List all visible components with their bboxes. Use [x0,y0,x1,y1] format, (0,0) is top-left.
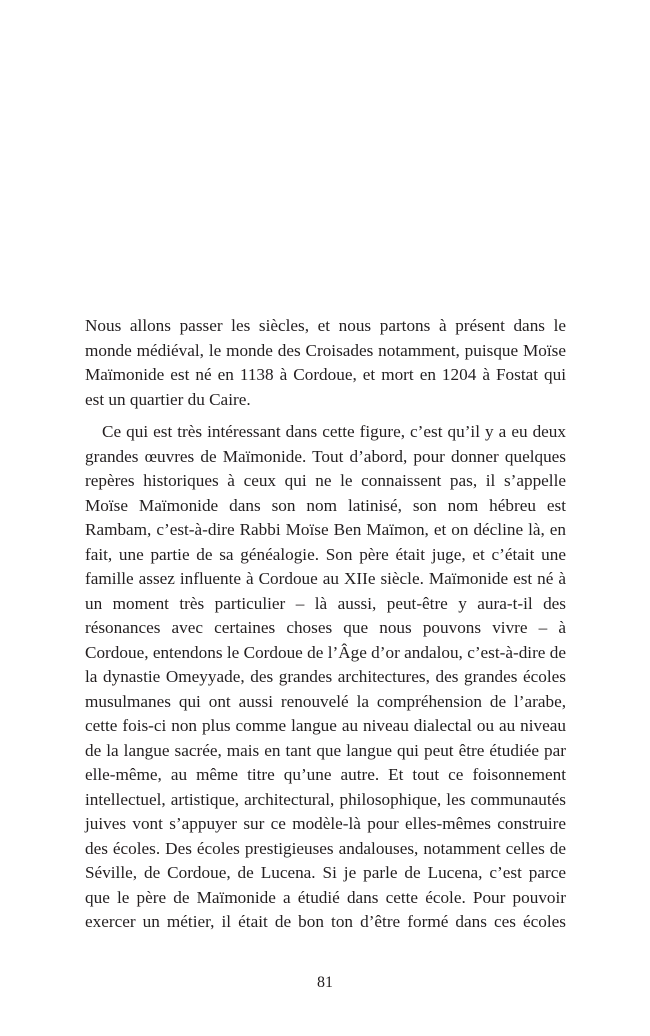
paragraph: Ce qui est très intéressant dans cette figure, c’est qu’il y a eu deux grandes œuvres de Maïmonide. Tout d’abord, pour donner quelques repères historiques à ceux qui ne le connaissent pas, il s’appelle Moïse Maïmonide dans son nom latinisé, son nom hébreu est Rambam, c’est-à-dire Rabbi Moïse Ben Maïmon, et on décline là, en fait, une partie de sa généalogie. Son père était juge, et c’était une famille assez influente à Cordoue au XIIe siècle. Maïmonide est né à un moment très particulier – là aussi, peut-être y aura-t-il des résonances avec certaines choses que nous pouvons vivre – à Cordoue, entendons le Cordoue de l’Âge d’or andalou, c’est-à-dire de la dynastie Omeyyade, des grandes architectures, des grandes écoles musulmanes qui ont aussi renouvelé la compréhension de l’arabe, cette fois-ci non plus comme langue au niveau dialectal ou au niveau de la langue sacrée, mais en tant que langue qui peut être étudiée par elle-même, au même titre qu’une autre. Et tout ce foisonnement intellectuel, artistique, architectural, philosophique, les communautés juives vont s’appuyer sur ce modèle-là pour elles-mêmes construire des écoles. Des écoles prestigieuses andalouses, notamment celles de Séville, de Cordoue, de Lucena. Si je parle de Lucena, c’est parce que le père de Maïmonide a étudié dans cette école. Pour pouvoir exercer un métier, il était de bon ton d’être formé dans ces écoles [85,422,566,931]
paragraph: Nous allons passer les siècles, et nous partons à présent dans le monde médiéval, le monde des Croisades notamment, puisque Moïse Maïmonide est né en 1138 à Cordoue, et mort en 1204 à Fostat qui est un quartier du Caire. [85,316,566,409]
page-number: 81 [317,974,333,991]
body-text [85,314,566,935]
